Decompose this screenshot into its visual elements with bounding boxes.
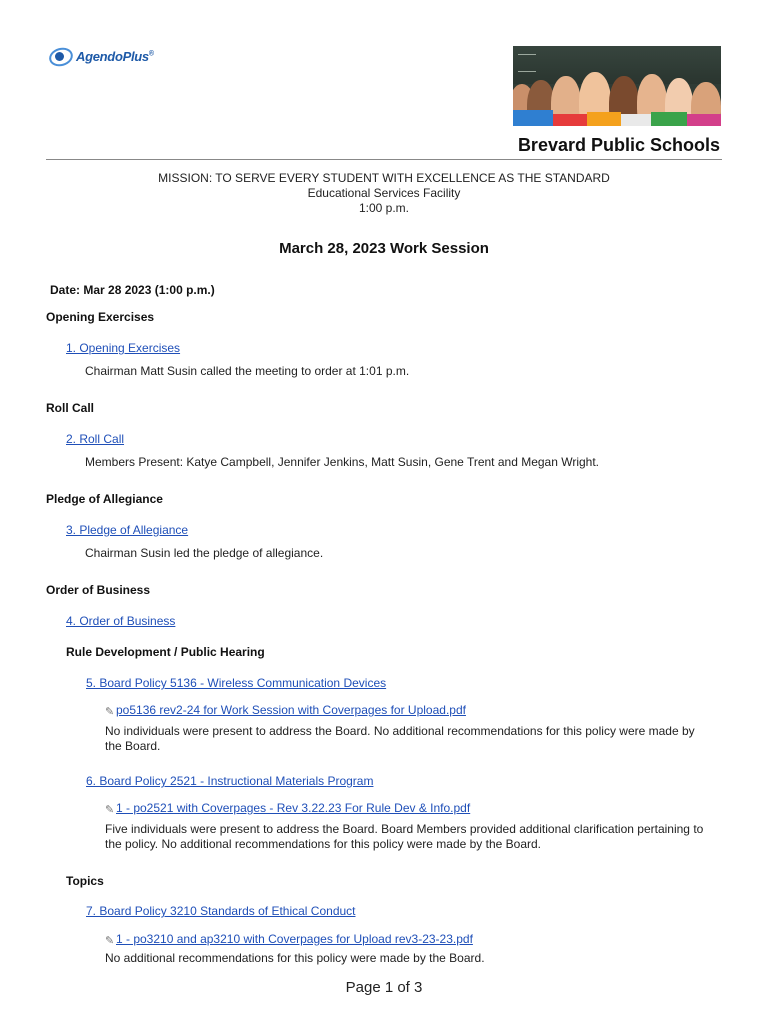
page-number: Page 1 of 3 (345, 979, 423, 996)
children-banner-image (513, 46, 721, 126)
subheading-topics: Topics (66, 874, 104, 888)
section-heading-opening: Opening Exercises (46, 310, 155, 324)
subheading-rule-development: Rule Development / Public Hearing (66, 645, 265, 659)
attachment-row (105, 801, 470, 816)
session-title: March 28, 2023 Work Session (279, 240, 489, 257)
agenda-item-link-4[interactable]: 4. Order of Business (66, 614, 176, 628)
paperclip-icon: ✎ (105, 706, 115, 718)
date-line: Date: Mar 28 2023 (1:00 p.m.) (50, 283, 215, 297)
header-divider (46, 159, 722, 160)
minutes-note-3: Chairman Susin led the pledge of allegiance. (85, 546, 324, 560)
attachment-link-6[interactable]: 1 - po2521 with Coverpages - Rev 3.22.23 For Rule Dev & Info.pdf (116, 801, 471, 815)
agenda-item-link-5[interactable]: 5. Board Policy 5136 - Wireless Communication Devices (86, 676, 387, 690)
attachment-link-7[interactable]: 1 - po3210 and ap3210 with Coverpages for Upload rev3-23-23.pdf (116, 932, 473, 946)
attachment-row (105, 932, 473, 947)
agenda-item-link-2[interactable]: 2. Roll Call (66, 432, 125, 446)
facility-name: Educational Services Facility (307, 186, 461, 200)
minutes-note-7: No additional recommendations for this policy were made by the Board. (105, 951, 485, 965)
attachment-row (105, 703, 466, 718)
minutes-note-2: Members Present: Katye Campbell, Jennifer Jenkins, Matt Susin, Gene Trent and Megan Wright. (85, 455, 600, 469)
minutes-note-1: Chairman Matt Susin called the meeting to order at 1:01 p.m. (85, 364, 410, 378)
agenda-item-link-7[interactable]: 7. Board Policy 3210 Standards of Ethical Conduct (86, 904, 356, 918)
agendoplus-logo (48, 44, 154, 68)
meeting-time: 1:00 p.m. (358, 201, 410, 215)
agenda-item-link-3[interactable]: 3. Pledge of Allegiance (66, 523, 189, 537)
agenda-item-link-1[interactable]: 1. Opening Exercises (66, 341, 181, 355)
minutes-note-5: No individuals were present to address the Board. No additional recommendations for this policy were made by the Board. (105, 724, 695, 753)
section-heading-roll-call: Roll Call (46, 401, 95, 415)
agenda-item-link-6[interactable]: 6. Board Policy 2521 - Instructional Materials Program (86, 774, 374, 788)
org-name: Brevard Public Schools (517, 135, 720, 155)
section-heading-business: Order of Business (46, 583, 151, 597)
agendoplus-logo-icon (48, 46, 74, 66)
paperclip-icon: ✎ (105, 935, 115, 947)
attachment-link-5[interactable]: po5136 rev2-24 for Work Session with Coverpages for Upload.pdf (116, 703, 466, 717)
mission-statement: MISSION: TO SERVE EVERY STUDENT WITH EXCELLENCE AS THE STANDARD (158, 171, 610, 185)
minutes-note-6: Five individuals were present to address the Board. Board Members provided additional clarification pertaining to the policy. No additional recommendations for this policy were made by the Board. (105, 822, 704, 851)
section-heading-pledge: Pledge of Allegiance (46, 492, 163, 506)
paperclip-icon: ✎ (105, 804, 115, 816)
logo-text: AgendoPlus® (76, 48, 154, 64)
